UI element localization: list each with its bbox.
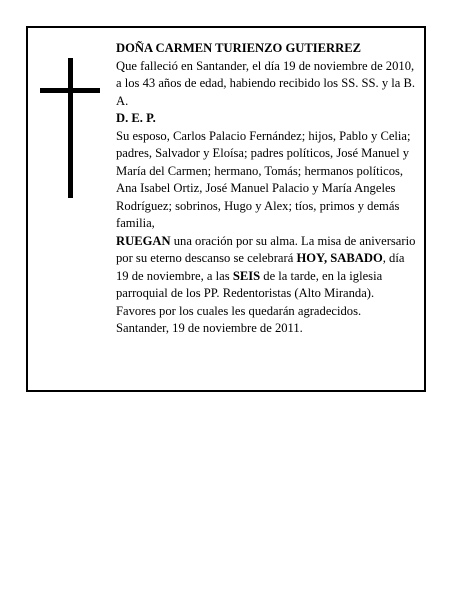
signature-line: Santander, 19 de noviembre de 2011.: [116, 321, 303, 335]
cross-icon: [40, 58, 100, 198]
mass-announcement: [116, 233, 416, 321]
death-info: Que falleció en Santander, el día 19 de noviembre de 2010, a los 43 años de edad, habiendo recibido los SS. SS. y la B. A.: [116, 58, 416, 108]
location-text: de la tarde, en la iglesia parroquial de los PP. Redentoristas (Alto Miranda). Favores por los cuales les quedarán agradecidos.: [116, 268, 383, 318]
request-text: una oración por su alma. La misa de aniversario por su eterno descanso se celebrará: [116, 233, 416, 265]
deceased-name: DOÑA CARMEN TURIENZO GUTIERREZ: [116, 41, 362, 55]
time-word: SEIS: [232, 268, 261, 283]
notice-text: [116, 40, 416, 338]
family-list: Su esposo, Carlos Palacio Fernández; hijos, Pablo y Celia; padres, Salvador y Eloísa; padres políticos, José Manuel y María del Carmen; hermano, Tomás; hermanos políticos, Ana Isabel Ortiz, José Manuel Palacio y María Angeles Rodríguez; sobrinos, Hugo y Alex; tíos, primos y demás familia,: [116, 128, 411, 230]
day-word: HOY, SABADO: [296, 251, 383, 265]
rest-in-peace: D. E. P.: [116, 111, 156, 125]
request-word: RUEGAN: [116, 233, 171, 248]
cross-vertical-bar: [68, 58, 73, 198]
obituary-notice: [26, 26, 426, 392]
date-text: , día 19 de noviembre, a las: [116, 251, 405, 283]
cross-horizontal-bar: [40, 88, 100, 93]
